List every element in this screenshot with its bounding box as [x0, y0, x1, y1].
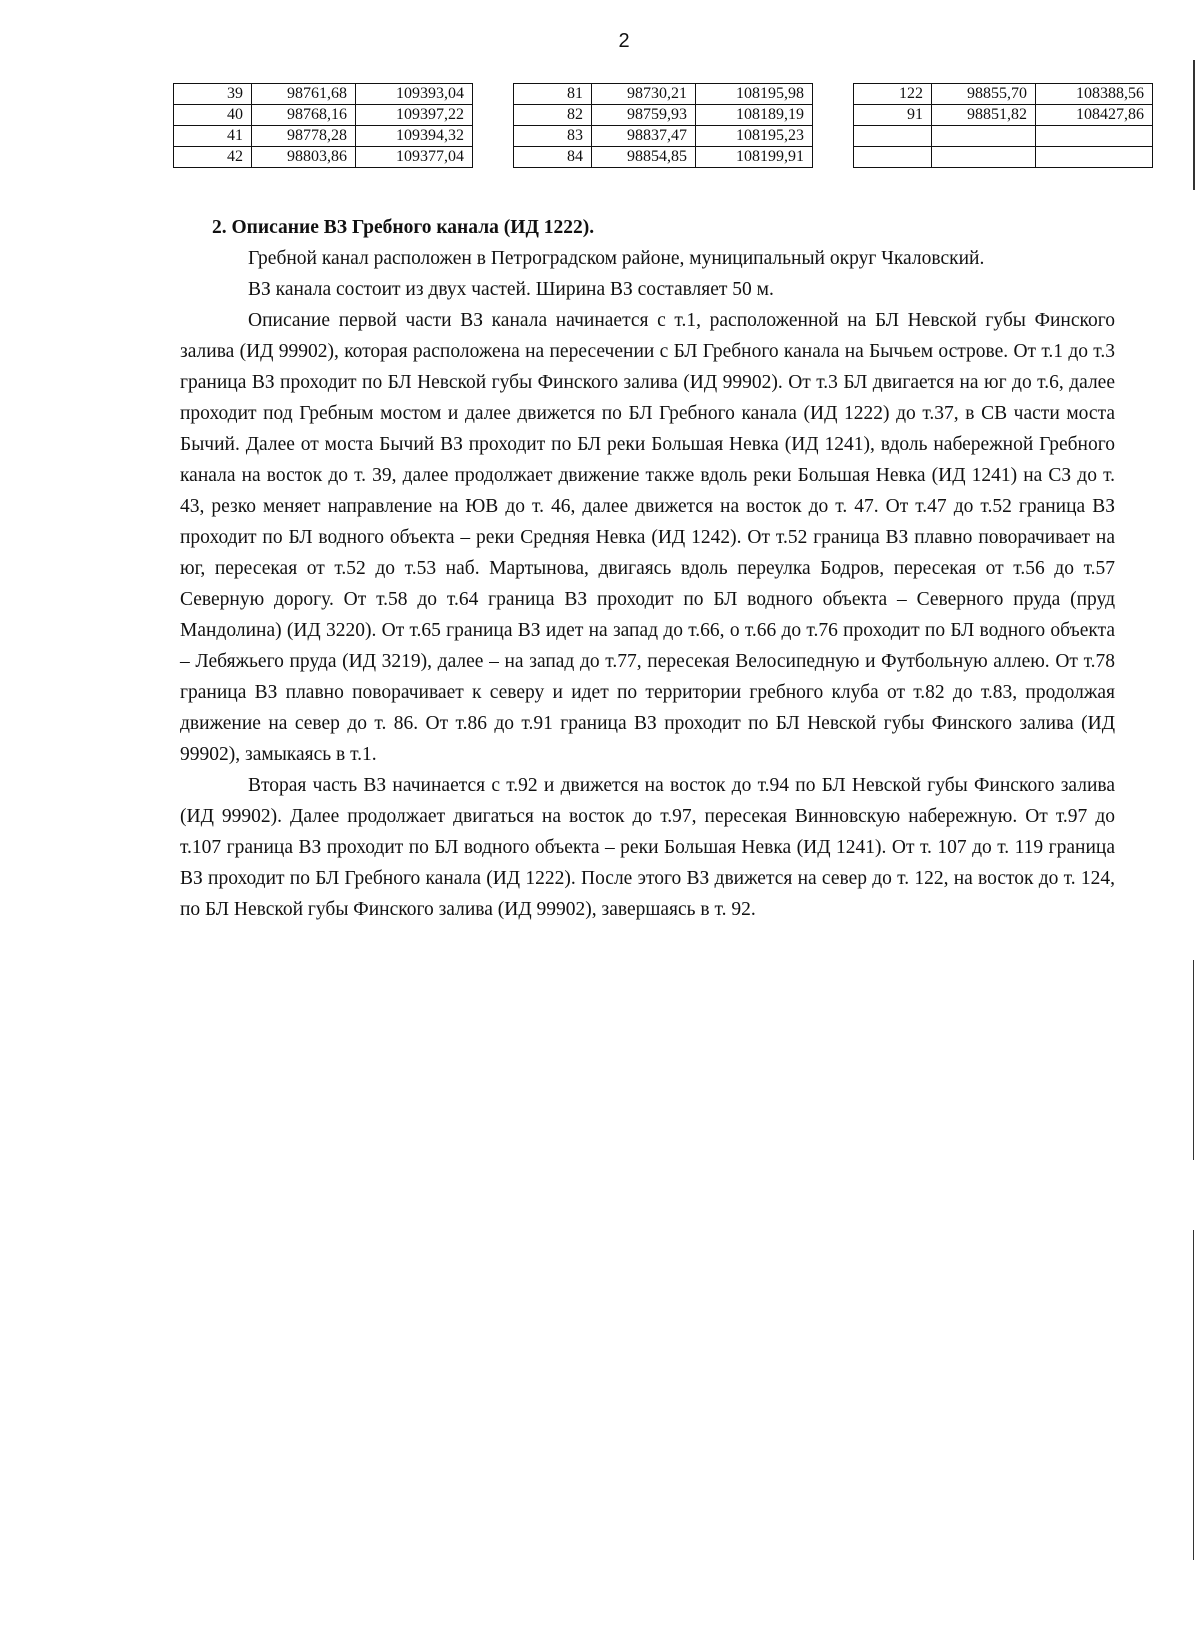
- table-row: [514, 84, 813, 105]
- x-coordinate: 98761,68: [252, 84, 356, 105]
- paragraph-first-part: Описание первой части ВЗ канала начинается с т.1, расположенной на БЛ Невской губы Финского залива (ИД 99902), которая расположена на пересечении с БЛ Гребного канала на Бычьем острове. От т.1 до т.3 граница ВЗ проходит по БЛ Невской губы Финского залива (ИД 99902). От т.3 БЛ двигается на юг до т.6, далее проходит под Гребным мостом и далее движется по БЛ Гребного канала (ИД 1222) до т.37, в СВ части моста Бычий. Далее от моста Бычий ВЗ проходит по БЛ реки Большая Невка (ИД 1241), вдоль набережной Гребного канала на восток до т. 39, далее продолжает движение также вдоль реки Большая Невка (ИД 1241) на СЗ до т. 43, резко меняет направление на ЮВ до т. 46, далее движется на восток до т. 47. От т.47 до т.52 граница ВЗ проходит по БЛ водного объекта – реки Средняя Невка (ИД 1242). От т.52 граница ВЗ плавно поворачивает на юг, пересекая от т.52 до т.53 наб. Мартынова, двигаясь вдоль переулка Бодров, пересекая от т.56 до т.57 Северную дорогу. От т.58 до т.64 граница ВЗ проходит по БЛ водного объекта – Северного пруда (пруд Мандолина) (ИД 3220). От т.65 граница ВЗ идет на запад до т.66, о т.66 до т.76 проходит по БЛ водного объекта – Лебяжьего пруда (ИД 3219), далее – на запад до т.77, пересекая Велосипедную и Футбольную аллею. От т.78 граница ВЗ плавно поворачивает к северу и идет по территории гребного клуба от т.82 до т.83, продолжая движение на север до т. 86. От т.86 до т.91 граница ВЗ проходит по БЛ Невской губы Финского залива (ИД 99902), замыкаясь в т.1.: [180, 310, 1115, 765]
- y-coordinate: 108427,86: [1036, 105, 1153, 126]
- x-coordinate: 98759,93: [592, 105, 696, 126]
- x-coordinate: 98837,47: [592, 126, 696, 147]
- table-row: [514, 126, 813, 147]
- point-number: 83: [514, 126, 592, 147]
- y-coordinate: 108195,98: [696, 84, 813, 105]
- scan-edge-line: [1193, 1230, 1194, 1560]
- y-coordinate: [1036, 126, 1153, 147]
- y-coordinate: 109397,22: [356, 105, 473, 126]
- section-heading: 2. Описание ВЗ Гребного канала (ИД 1222).: [212, 217, 595, 238]
- coordinates-table-3: [853, 83, 1153, 168]
- table-row: [854, 147, 1153, 168]
- y-coordinate: 109393,04: [356, 84, 473, 105]
- paragraph-width: ВЗ канала состоит из двух частей. Ширина ВЗ составляет 50 м.: [248, 279, 774, 300]
- point-number: 91: [854, 105, 932, 126]
- table-row: [174, 147, 473, 168]
- paragraph-second-part: Вторая часть ВЗ начинается с т.92 и движется на восток до т.94 по БЛ Невской губы Финского залива (ИД 99902). Далее продолжает двигаться на восток до т.97, пересекая Винновскую набережную. От т.97 до т.107 граница ВЗ проходит по БЛ водного объекта – реки Большая Невка (ИД 1241). От т. 107 до т. 119 граница ВЗ проходит по БЛ Гребного канала (ИД 1222). После этого ВЗ движется на север до т. 122, на восток до т. 124, по БЛ Невской губы Финского залива (ИД 99902), завершаясь в т. 92.: [180, 775, 1115, 920]
- scan-edge-line: [1193, 960, 1194, 1160]
- table-row: [514, 105, 813, 126]
- point-number: 41: [174, 126, 252, 147]
- y-coordinate: 108199,91: [696, 147, 813, 168]
- page-number: 2: [618, 30, 630, 52]
- table-row: [174, 105, 473, 126]
- table-row: [174, 84, 473, 105]
- y-coordinate: [1036, 147, 1153, 168]
- y-coordinate: 108195,23: [696, 126, 813, 147]
- y-coordinate: 108189,19: [696, 105, 813, 126]
- scan-edge-line: [1193, 60, 1195, 190]
- x-coordinate: 98730,21: [592, 84, 696, 105]
- table-row: [854, 84, 1153, 105]
- point-number: 122: [854, 84, 932, 105]
- table-row: [514, 147, 813, 168]
- document-body: [180, 212, 1115, 925]
- x-coordinate: 98851,82: [932, 105, 1036, 126]
- y-coordinate: 109377,04: [356, 147, 473, 168]
- x-coordinate: [932, 126, 1036, 147]
- point-number: 42: [174, 147, 252, 168]
- table-row: [854, 105, 1153, 126]
- point-number: 39: [174, 84, 252, 105]
- x-coordinate: 98855,70: [932, 84, 1036, 105]
- table-row: [854, 126, 1153, 147]
- point-number: 40: [174, 105, 252, 126]
- paragraph-location: Гребной канал расположен в Петроградском районе, муниципальный округ Чкаловский.: [248, 248, 985, 269]
- coordinates-table-1: [173, 83, 473, 168]
- y-coordinate: 109394,32: [356, 126, 473, 147]
- x-coordinate: 98778,28: [252, 126, 356, 147]
- point-number: [854, 147, 932, 168]
- y-coordinate: 108388,56: [1036, 84, 1153, 105]
- x-coordinate: 98768,16: [252, 105, 356, 126]
- x-coordinate: 98803,86: [252, 147, 356, 168]
- point-number: [854, 126, 932, 147]
- x-coordinate: 98854,85: [592, 147, 696, 168]
- point-number: 84: [514, 147, 592, 168]
- coordinates-table-2: [513, 83, 813, 168]
- point-number: 82: [514, 105, 592, 126]
- point-number: 81: [514, 84, 592, 105]
- table-row: [174, 126, 473, 147]
- x-coordinate: [932, 147, 1036, 168]
